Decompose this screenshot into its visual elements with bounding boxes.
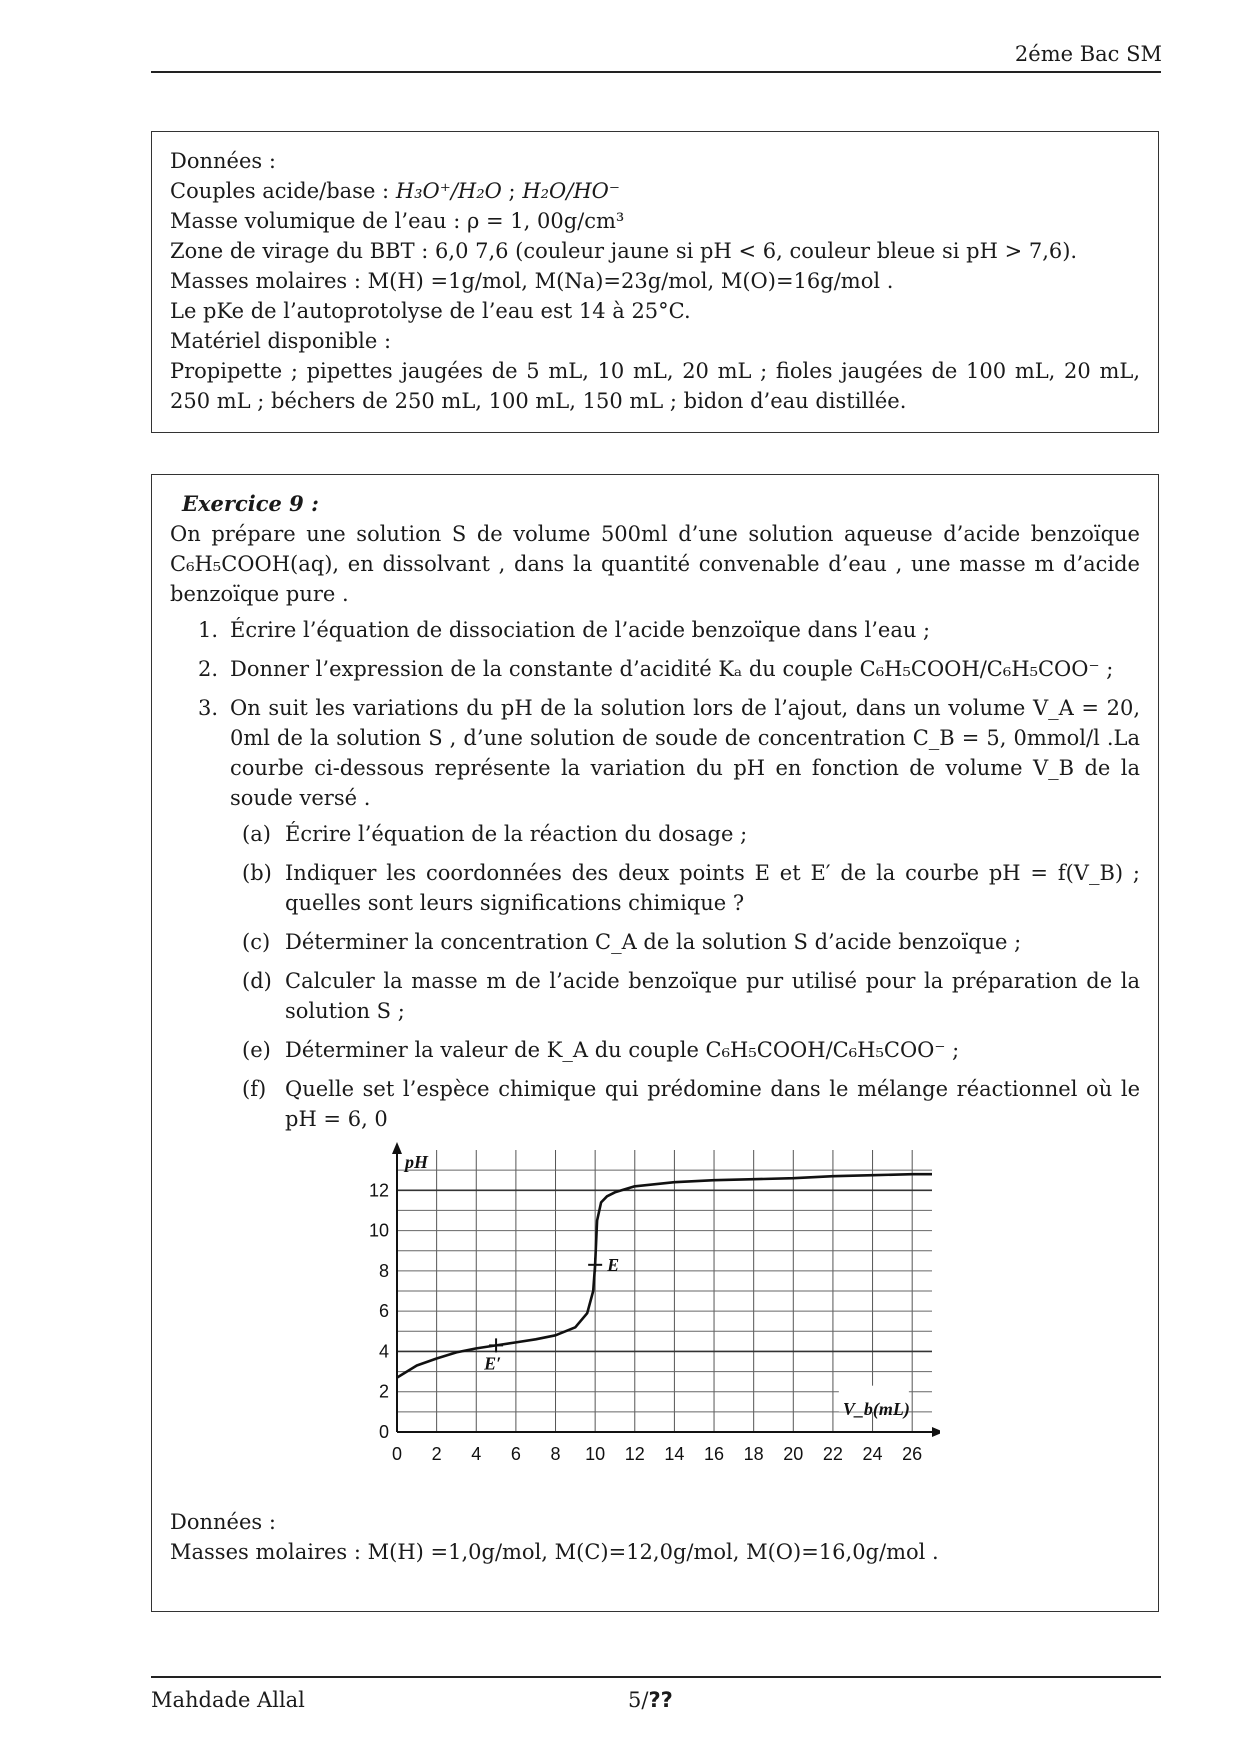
- x-tick-label: 0: [391, 1444, 403, 1464]
- question-1: 1. Écrire l’équation de dissociation de l’acide benzoïque dans l’eau ;: [198, 618, 931, 642]
- ph-curve: [397, 1174, 932, 1377]
- sub-question-f-text: Quelle set l’espèce chimique qui prédomine dans le mélange réactionnel où le pH = 6, 0: [285, 1077, 1140, 1131]
- question-3-text: On suit les variations du pH de la solution lors de l’ajout, dans un volume V_A = 20, 0ml de la solution S , d’une solution de soude de concentration C_B = 5, 0mmol/l .La courbe ci-dessous représente la variation du pH en fonction de volume V_B de la soude versé .: [230, 696, 1140, 810]
- y-axis-arrow: [392, 1142, 402, 1154]
- sub-question-list: [230, 819, 1140, 1134]
- x-tick-label: 4: [471, 1444, 482, 1464]
- sub-question-f: (f) Quelle set l’espèce chimique qui prédomine dans le mélange réactionnel où le pH = 6, 0: [242, 1077, 1140, 1131]
- exercise-donnees-text: Masses molaires : M(H) =1,0g/mol, M(C)=12,0g/mol, M(O)=16,0g/mol .: [170, 1540, 939, 1564]
- y-tick-label: 6: [378, 1301, 389, 1322]
- materiel-title: Matériel disponible :: [170, 329, 392, 353]
- x-tick-label: 10: [585, 1444, 606, 1464]
- bbt-line: Zone de virage du BBT : 6,0 7,6 (couleur jaune si pH < 6, couleur bleue si pH > 7,6).: [170, 239, 1078, 263]
- exercise-donnees: [170, 1507, 1140, 1567]
- pke-line: Le pKe de l’autoprotolyse de l’eau est 14 à 25°C.: [170, 299, 691, 323]
- x-tick-label: 16: [704, 1444, 725, 1464]
- couples-label: Couples acide/base :: [170, 179, 396, 203]
- donnees-title: Données :: [170, 149, 276, 173]
- materiel-text: Propipette ; pipettes jaugées de 5 mL, 10 mL, 20 mL ; fioles jaugées de 100 mL, 20 mL, 250 mL ; béchers de 250 mL, 100 mL, 150 mL ; bidon d’eau distillée.: [170, 359, 1140, 413]
- y-tick-label: 8: [378, 1260, 389, 1281]
- x-tick-label: 24: [862, 1444, 883, 1464]
- sub-question-d: (d) Calculer la masse m de l’acide benzoïque pur utilisé pour la préparation de la solution S ;: [242, 969, 1140, 1023]
- y-tick-label: 12: [368, 1180, 389, 1201]
- x-tick-label: 22: [822, 1444, 843, 1464]
- question-list: [170, 615, 1140, 1134]
- point-label: E: [607, 1254, 620, 1275]
- footer-author: Mahdade Allal: [151, 1688, 305, 1712]
- sub-question-e-text: Déterminer la valeur de K_A du couple C₆H₅COOH/C₆H₅COO⁻ ;: [285, 1038, 960, 1062]
- sub-question-e: (e) Déterminer la valeur de K_A du couple C₆H₅COOH/C₆H₅COO⁻ ;: [242, 1038, 960, 1062]
- x-axis-label: V_b(mL): [842, 1398, 910, 1419]
- exercise-intro: On prépare une solution S de volume 500ml d’une solution aqueuse d’acide benzoïque C₆H₅COOH(aq), en dissolvant , dans la quantité convenable d’eau , une masse m d’acide benzoïque pure .: [170, 522, 1140, 606]
- sub-question-c-text: Déterminer la concentration C_A de la solution S d’acide benzoïque ;: [285, 930, 1022, 954]
- header-rule: [151, 71, 1161, 73]
- x-tick-label: 12: [624, 1444, 645, 1464]
- sub-question-a: (a) Écrire l’équation de la réaction du dosage ;: [242, 822, 748, 846]
- exercise-donnees-title: Données :: [170, 1510, 276, 1534]
- couples-line: Couples acide/base : H₃O⁺/H₂O ; H₂O/HO⁻: [170, 179, 620, 203]
- couple-2: H₂O/HO⁻: [522, 179, 620, 203]
- x-tick-label: 8: [550, 1444, 561, 1464]
- donnees-box: [151, 131, 1159, 433]
- masse-volumique-line: Masse volumique de l’eau : ρ = 1, 00g/cm³: [170, 209, 625, 233]
- question-1-text: Écrire l’équation de dissociation de l’acide benzoïque dans l’eau ;: [230, 618, 931, 642]
- sub-question-a-text: Écrire l’équation de la réaction du dosage ;: [285, 822, 748, 846]
- exercise-title: Exercice 9 :: [182, 491, 319, 516]
- x-tick-label: 18: [743, 1444, 764, 1464]
- footer-rule: [151, 1676, 1161, 1678]
- question-2: 2. Donner l’expression de la constante d’acidité Kₐ du couple C₆H₅COOH/C₆H₅COO⁻ ;: [198, 657, 1114, 681]
- sub-question-d-text: Calculer la masse m de l’acide benzoïque pur utilisé pour la préparation de la solution S ;: [285, 969, 1140, 1023]
- masses-molaires-line: Masses molaires : M(H) =1g/mol, M(Na)=23g/mol, M(O)=16g/mol .: [170, 269, 894, 293]
- question-3: 3. On suit les variations du pH de la solution lors de l’ajout, dans un volume V_A = 20, 0ml de la solution S , d’une solution de soude de concentration C_B = 5, 0mmol/l .La courbe ci-dessous représente la variation du pH en fonction de volume V_B de la soude versé . (a) Écrire l’équation de la réaction du dosage ; (b) Indiquer les coordonnées des deux points E et E′ de la courbe pH = f(V_B) ; quelles sont leurs significations chimique ? (c) Déterminer la concentration C_A de la solution S d’acide benzoïque ; (d) Calculer la masse m de l’acide benzoïque pur utilisé pour la préparation de la solution S ; (e) Déterminer la valeur de K_A du couple C₆H₅COOH/C₆H₅COO⁻ ; (f) Quelle set l’espèce chimique qui prédomine dans le mélange réactionnel où le pH = 6, 0: [170, 693, 1140, 1134]
- couple-1: H₃O⁺/H₂O: [395, 179, 502, 203]
- footer-page-total: ??: [648, 1688, 673, 1712]
- sub-question-c: (c) Déterminer la concentration C_A de la solution S d’acide benzoïque ;: [242, 930, 1022, 954]
- document-header: 2éme Bac SM: [1014, 42, 1162, 66]
- titration-chart: [340, 1140, 940, 1470]
- x-tick-label: 2: [431, 1444, 442, 1464]
- x-tick-label: 14: [664, 1444, 685, 1464]
- y-tick-label: 4: [378, 1341, 389, 1362]
- y-tick-label: 0: [378, 1422, 389, 1442]
- sub-question-b-text: Indiquer les coordonnées des deux points E et E′ de la courbe pH = f(V_B) ; quelles sont leurs significations chimique ?: [285, 861, 1140, 915]
- sub-question-b: (b) Indiquer les coordonnées des deux points E et E′ de la courbe pH = f(V_B) ; quelles sont leurs significations chimique ?: [242, 861, 1140, 915]
- x-axis-arrow: [932, 1427, 940, 1437]
- x-tick-label: 6: [510, 1444, 521, 1464]
- point-label: E′: [484, 1353, 502, 1374]
- y-tick-label: 2: [378, 1381, 389, 1402]
- chart-svg: [340, 1140, 940, 1470]
- y-axis-label: pH: [405, 1152, 429, 1172]
- footer-page-number: 5/: [628, 1688, 649, 1712]
- x-tick-label: 26: [902, 1444, 923, 1464]
- y-tick-label: 10: [368, 1220, 389, 1241]
- x-tick-label: 20: [783, 1444, 804, 1464]
- question-2-text: Donner l’expression de la constante d’acidité Kₐ du couple C₆H₅COOH/C₆H₅COO⁻ ;: [230, 657, 1114, 681]
- footer-page: [628, 1688, 673, 1712]
